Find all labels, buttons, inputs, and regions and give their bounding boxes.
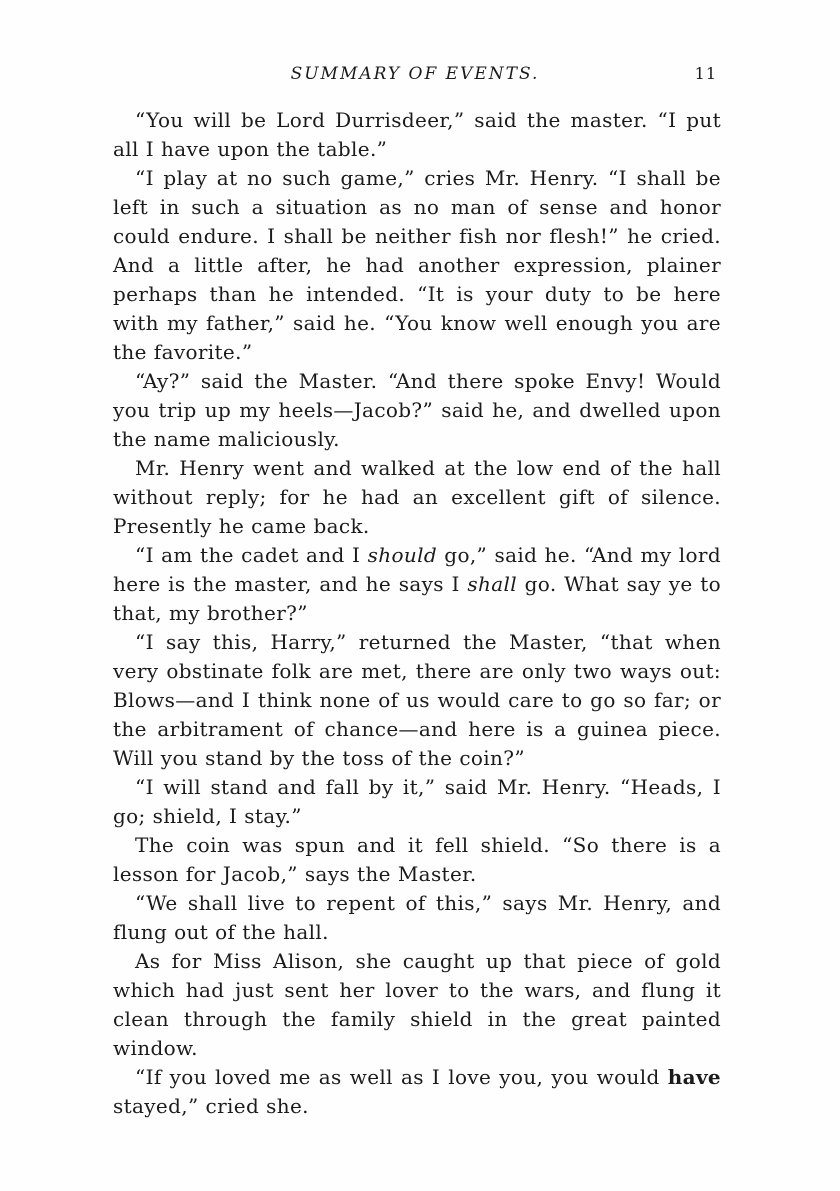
paragraph (113, 106, 721, 164)
text-run: “I play at no such game,” cries Mr. Henry. “I shall be left in such a situation as no man of sense and honor could endure. I shall be neither fish nor flesh!” he cried. And a little after, he had another expression, plainer perhaps than he intended. “It is your duty to be here with my father,” said he. “You know well enough you are the favorite.” (113, 166, 721, 364)
text-run: Mr. Henry went and walked at the low end of the hall without reply; for he had an excellent gift of silence. Presently he came back. (113, 456, 721, 538)
text-run: go. What say ye to that, my brother?” (113, 572, 721, 625)
paragraph (113, 367, 721, 454)
text-run: “I will stand and fall by it,” said Mr. Henry. “Heads, I go; shield, I stay.” (113, 775, 721, 828)
running-head-title: SUMMARY OF EVENTS. (290, 64, 540, 84)
text-run: go,” said he. “And my lord here is the master, and he says I (113, 543, 721, 596)
text-run: “I say this, Harry,” returned the Master, “that when very obstinate folk are met, there are only two ways out: Blows—and I think none of us would care to go so far; or the arbitrament of chance—and here is a guinea piece. Will you stand by the toss of the coin?” (113, 630, 721, 770)
text-run: As for Miss Alison, she caught up that piece of gold which had just sent her lover to the wars, and flung it clean through the family shield in the great painted window. (113, 949, 721, 1060)
text-run: “Ay?” said the Master. “And there spoke Envy! Would you trip up my heels—Jacob?” said he, and dwelled upon the name maliciously. (113, 369, 721, 451)
emphasis-bold: have (667, 1065, 721, 1089)
paragraph (113, 947, 721, 1063)
text-run: “If you loved me as well as I love you, you would (135, 1065, 668, 1089)
text-run: “We shall live to repent of this,” says Mr. Henry, and flung out of the hall. (113, 891, 721, 944)
paragraph (113, 541, 721, 628)
running-head (113, 62, 717, 86)
paragraph (113, 773, 721, 831)
paragraph (113, 164, 721, 367)
paragraph (113, 628, 721, 773)
text-run: stayed,” cried she. (113, 1094, 309, 1118)
text-run: “You will be Lord Durrisdeer,” said the master. “I put all I have upon the table.” (113, 108, 721, 161)
text-run: “I am the cadet and I (135, 543, 368, 567)
paragraph (113, 831, 721, 889)
paragraph (113, 889, 721, 947)
emphasis-italic: should (367, 543, 437, 567)
paragraph (113, 1063, 721, 1121)
text-run: The coin was spun and it fell shield. “So there is a lesson for Jacob,” says the Master. (113, 833, 721, 886)
paragraph (113, 454, 721, 541)
emphasis-italic: shall (467, 572, 517, 596)
body-text (113, 106, 721, 1121)
page-number: 11 (694, 64, 717, 83)
